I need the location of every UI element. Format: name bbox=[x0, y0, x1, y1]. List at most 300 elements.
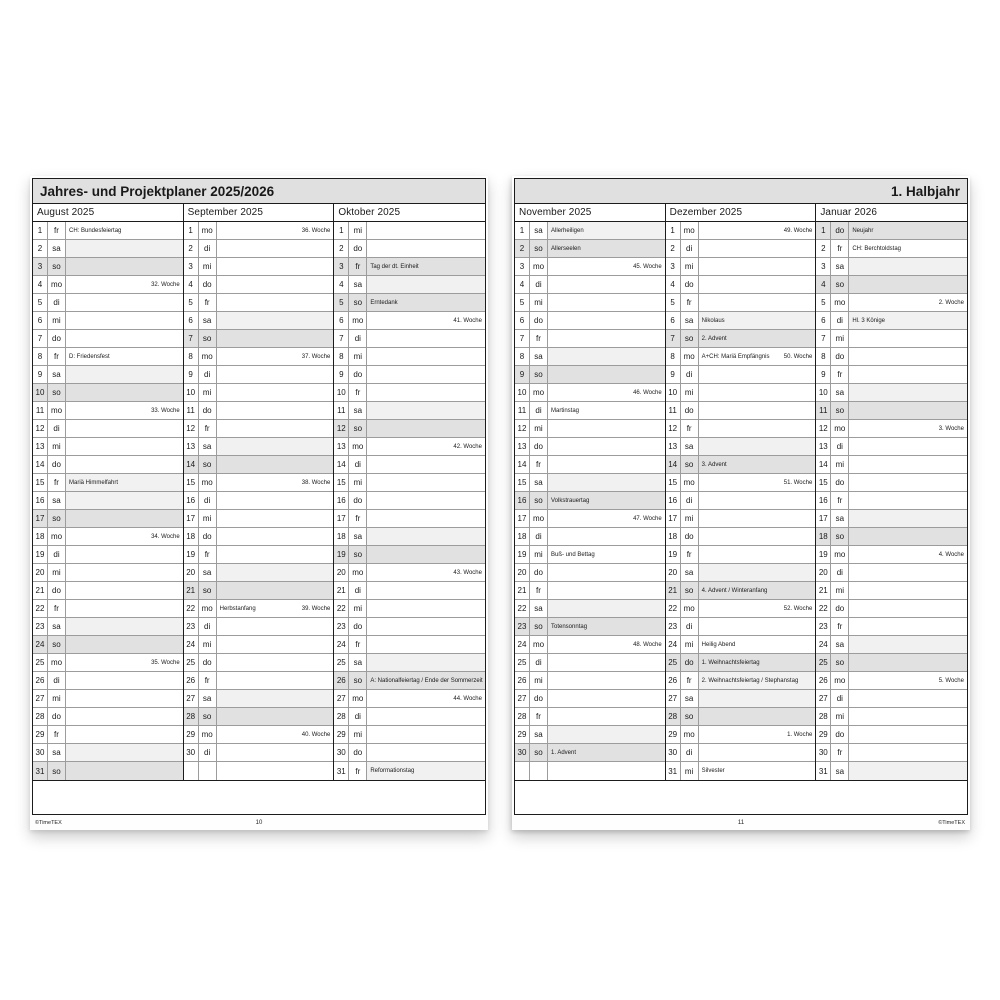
day-number: 17 bbox=[184, 510, 199, 527]
day-number: 16 bbox=[515, 492, 530, 509]
day-content bbox=[548, 222, 665, 239]
weekday-abbr: mi bbox=[199, 258, 217, 275]
weekday-abbr: do bbox=[681, 402, 699, 419]
day-content bbox=[66, 222, 183, 239]
day-number: 30 bbox=[33, 744, 48, 761]
holiday-note: 1. Advent bbox=[551, 749, 577, 756]
day-content bbox=[548, 420, 665, 437]
day-row bbox=[184, 582, 334, 600]
day-content bbox=[699, 240, 816, 257]
weekday-abbr: sa bbox=[349, 402, 367, 419]
day-row bbox=[33, 672, 183, 690]
day-content bbox=[699, 582, 816, 599]
day-number: 16 bbox=[184, 492, 199, 509]
day-row bbox=[184, 348, 334, 366]
holiday-note: Heilig Abend bbox=[701, 641, 736, 648]
day-row bbox=[184, 366, 334, 384]
day-number: 9 bbox=[334, 366, 349, 383]
day-number: 10 bbox=[334, 384, 349, 401]
weekday-abbr: mi bbox=[530, 420, 548, 437]
day-row bbox=[515, 348, 665, 366]
day-row bbox=[334, 402, 485, 420]
weekday-abbr: sa bbox=[48, 366, 66, 383]
day-row bbox=[334, 240, 485, 258]
day-number: 16 bbox=[33, 492, 48, 509]
day-content bbox=[699, 618, 816, 635]
day-row bbox=[666, 762, 816, 780]
day-content bbox=[217, 258, 334, 275]
day-row bbox=[666, 240, 816, 258]
day-row bbox=[334, 222, 485, 240]
day-row bbox=[33, 546, 183, 564]
day-row bbox=[33, 312, 183, 330]
weekday-abbr: di bbox=[831, 312, 849, 329]
weekday-abbr: di bbox=[831, 438, 849, 455]
day-content bbox=[66, 366, 183, 383]
day-row bbox=[334, 636, 485, 654]
day-number: 9 bbox=[184, 366, 199, 383]
holiday-note: D: Friedensfest bbox=[69, 353, 110, 360]
day-number: 15 bbox=[184, 474, 199, 491]
week-number: 33. Woche bbox=[151, 407, 180, 414]
day-number: 22 bbox=[816, 600, 831, 617]
day-number: 6 bbox=[334, 312, 349, 329]
weekday-abbr: so bbox=[349, 672, 367, 689]
weekday-abbr: sa bbox=[199, 438, 217, 455]
day-number bbox=[184, 762, 199, 780]
day-content bbox=[66, 492, 183, 509]
day-content bbox=[66, 582, 183, 599]
day-number: 20 bbox=[816, 564, 831, 581]
day-number: 22 bbox=[515, 600, 530, 617]
weekday-abbr: mo bbox=[199, 222, 217, 239]
day-number: 1 bbox=[816, 222, 831, 239]
day-number: 22 bbox=[184, 600, 199, 617]
weekday-abbr: di bbox=[199, 492, 217, 509]
day-row bbox=[33, 762, 183, 780]
day-row bbox=[184, 492, 334, 510]
day-row bbox=[515, 456, 665, 474]
week-number: 3. Woche bbox=[938, 425, 964, 432]
day-row bbox=[515, 492, 665, 510]
day-content bbox=[66, 402, 183, 419]
day-row bbox=[184, 456, 334, 474]
day-row bbox=[33, 708, 183, 726]
weekday-abbr: di bbox=[199, 618, 217, 635]
day-number: 18 bbox=[33, 528, 48, 545]
day-number: 7 bbox=[184, 330, 199, 347]
day-number: 8 bbox=[515, 348, 530, 365]
day-content bbox=[367, 348, 485, 365]
weekday-abbr: mo bbox=[530, 510, 548, 527]
day-row bbox=[816, 402, 967, 420]
day-content bbox=[66, 636, 183, 653]
day-row bbox=[33, 654, 183, 672]
left-page-footer bbox=[32, 815, 486, 830]
weekday-abbr: so bbox=[48, 762, 66, 780]
day-row bbox=[33, 744, 183, 762]
day-number: 12 bbox=[184, 420, 199, 437]
day-row bbox=[334, 492, 485, 510]
day-content bbox=[367, 222, 485, 239]
day-row bbox=[816, 654, 967, 672]
weekday-abbr: mi bbox=[349, 600, 367, 617]
weekday-abbr: di bbox=[530, 402, 548, 419]
day-row bbox=[816, 672, 967, 690]
weekday-abbr: so bbox=[831, 528, 849, 545]
day-content bbox=[548, 456, 665, 473]
day-row bbox=[515, 258, 665, 276]
day-number: 26 bbox=[666, 672, 681, 689]
day-content bbox=[548, 240, 665, 257]
weekday-abbr: sa bbox=[530, 474, 548, 491]
day-number: 13 bbox=[33, 438, 48, 455]
week-number: 45. Woche bbox=[633, 263, 662, 270]
day-number: 10 bbox=[184, 384, 199, 401]
weekday-abbr: di bbox=[681, 492, 699, 509]
day-row bbox=[184, 330, 334, 348]
weekday-abbr: so bbox=[530, 492, 548, 509]
day-content bbox=[367, 528, 485, 545]
holiday-note: Allerheiligen bbox=[551, 227, 584, 234]
weekday-abbr: do bbox=[48, 330, 66, 347]
day-number: 14 bbox=[666, 456, 681, 473]
day-row bbox=[666, 690, 816, 708]
day-row bbox=[816, 240, 967, 258]
weekday-abbr: sa bbox=[831, 258, 849, 275]
day-content bbox=[66, 744, 183, 761]
weekday-abbr: so bbox=[681, 582, 699, 599]
weekday-abbr: fr bbox=[681, 546, 699, 563]
day-content bbox=[548, 510, 665, 527]
day-content bbox=[548, 618, 665, 635]
day-row bbox=[515, 690, 665, 708]
weekday-abbr: do bbox=[349, 240, 367, 257]
day-content bbox=[217, 510, 334, 527]
day-number: 6 bbox=[816, 312, 831, 329]
day-row bbox=[334, 528, 485, 546]
weekday-abbr: fr bbox=[681, 420, 699, 437]
day-row bbox=[666, 528, 816, 546]
day-number: 23 bbox=[666, 618, 681, 635]
day-content bbox=[217, 546, 334, 563]
day-number: 28 bbox=[334, 708, 349, 725]
day-row bbox=[515, 402, 665, 420]
day-number: 1 bbox=[33, 222, 48, 239]
day-row bbox=[666, 348, 816, 366]
weekday-abbr: sa bbox=[831, 510, 849, 527]
day-number: 23 bbox=[184, 618, 199, 635]
day-number: 19 bbox=[33, 546, 48, 563]
day-content bbox=[849, 438, 967, 455]
weekday-abbr: fr bbox=[349, 258, 367, 275]
day-row bbox=[666, 258, 816, 276]
day-row bbox=[816, 600, 967, 618]
week-number: 40. Woche bbox=[301, 731, 331, 738]
empty-row bbox=[515, 762, 665, 780]
weekday-abbr: so bbox=[681, 330, 699, 347]
day-content bbox=[217, 402, 334, 419]
day-row bbox=[515, 600, 665, 618]
weekday-abbr: fr bbox=[681, 672, 699, 689]
weekday-abbr: di bbox=[48, 294, 66, 311]
copyright-text: ©TimeTEX bbox=[35, 819, 62, 826]
weekday-abbr: di bbox=[349, 582, 367, 599]
day-content bbox=[217, 330, 334, 347]
notes-box bbox=[515, 780, 967, 814]
weekday-abbr: sa bbox=[681, 312, 699, 329]
day-number: 9 bbox=[666, 366, 681, 383]
day-number: 13 bbox=[184, 438, 199, 455]
weekday-abbr: fr bbox=[48, 474, 66, 491]
day-content bbox=[849, 348, 967, 365]
week-number: 48. Woche bbox=[633, 641, 662, 648]
weekday-abbr: mi bbox=[681, 510, 699, 527]
day-row bbox=[515, 366, 665, 384]
day-content bbox=[66, 600, 183, 617]
day-row bbox=[816, 492, 967, 510]
day-number: 12 bbox=[816, 420, 831, 437]
day-number: 13 bbox=[334, 438, 349, 455]
day-row bbox=[33, 420, 183, 438]
holiday-note: Nikolaus bbox=[701, 317, 725, 324]
day-content bbox=[699, 600, 816, 617]
day-number: 14 bbox=[816, 456, 831, 473]
day-content bbox=[699, 546, 816, 563]
day-row bbox=[334, 312, 485, 330]
day-row bbox=[816, 564, 967, 582]
day-row bbox=[816, 618, 967, 636]
holiday-note: Buß- und Bettag bbox=[551, 551, 595, 558]
day-row bbox=[515, 384, 665, 402]
day-content bbox=[217, 294, 334, 311]
day-row bbox=[515, 222, 665, 240]
day-content bbox=[217, 726, 334, 743]
day-row bbox=[184, 600, 334, 618]
weekday-abbr: sa bbox=[48, 492, 66, 509]
day-number: 16 bbox=[666, 492, 681, 509]
day-content bbox=[367, 294, 485, 311]
day-number: 29 bbox=[816, 726, 831, 743]
day-row bbox=[515, 564, 665, 582]
day-number: 22 bbox=[334, 600, 349, 617]
weekday-abbr: fr bbox=[199, 672, 217, 689]
weekday-abbr: di bbox=[349, 456, 367, 473]
day-row bbox=[666, 582, 816, 600]
weekday-abbr: di bbox=[681, 240, 699, 257]
day-row bbox=[816, 456, 967, 474]
day-number: 7 bbox=[816, 330, 831, 347]
day-row bbox=[33, 258, 183, 276]
holiday-note: Totensonntag bbox=[551, 623, 588, 630]
week-number: 2. Woche bbox=[938, 299, 964, 306]
weekday-abbr: do bbox=[48, 708, 66, 725]
weekday-abbr: fr bbox=[349, 636, 367, 653]
day-row bbox=[33, 600, 183, 618]
day-row bbox=[816, 294, 967, 312]
day-row bbox=[666, 672, 816, 690]
day-content bbox=[66, 474, 183, 491]
day-number: 25 bbox=[515, 654, 530, 671]
month-column bbox=[515, 204, 666, 780]
weekday-abbr: do bbox=[349, 618, 367, 635]
day-number: 5 bbox=[816, 294, 831, 311]
day-content bbox=[849, 654, 967, 671]
day-row bbox=[184, 690, 334, 708]
day-number: 14 bbox=[33, 456, 48, 473]
day-row bbox=[334, 564, 485, 582]
day-content bbox=[217, 474, 334, 491]
holiday-note: Hl. 3 Könige bbox=[852, 317, 885, 324]
day-row bbox=[666, 474, 816, 492]
day-content bbox=[66, 510, 183, 527]
day-number: 22 bbox=[33, 600, 48, 617]
day-number: 11 bbox=[184, 402, 199, 419]
day-number: 27 bbox=[666, 690, 681, 707]
day-number: 10 bbox=[33, 384, 48, 401]
day-number: 5 bbox=[666, 294, 681, 311]
day-row bbox=[515, 312, 665, 330]
holiday-note: Martinstag bbox=[551, 407, 580, 414]
day-row bbox=[184, 528, 334, 546]
day-row bbox=[515, 294, 665, 312]
day-number: 4 bbox=[184, 276, 199, 293]
weekday-abbr: mo bbox=[530, 384, 548, 401]
day-number: 17 bbox=[666, 510, 681, 527]
day-content bbox=[849, 690, 967, 707]
day-row bbox=[816, 276, 967, 294]
day-number: 5 bbox=[334, 294, 349, 311]
day-number: 15 bbox=[515, 474, 530, 491]
week-number: 41. Woche bbox=[453, 317, 482, 324]
day-number: 7 bbox=[666, 330, 681, 347]
planner-right-page bbox=[512, 176, 970, 830]
weekday-abbr bbox=[199, 762, 217, 780]
day-content bbox=[548, 438, 665, 455]
day-content bbox=[699, 762, 816, 780]
day-content bbox=[699, 348, 816, 365]
day-row bbox=[666, 492, 816, 510]
day-number: 21 bbox=[184, 582, 199, 599]
right-page-footer bbox=[514, 815, 968, 830]
holiday-note: A: Nationalfeiertag / Ende der Sommerzeit bbox=[367, 677, 485, 684]
weekday-abbr: mo bbox=[681, 222, 699, 239]
day-content bbox=[367, 636, 485, 653]
weekday-abbr: mo bbox=[48, 276, 66, 293]
day-number: 30 bbox=[334, 744, 349, 761]
day-number: 10 bbox=[816, 384, 831, 401]
day-number: 10 bbox=[666, 384, 681, 401]
day-content bbox=[66, 330, 183, 347]
weekday-abbr: do bbox=[530, 690, 548, 707]
day-content bbox=[217, 708, 334, 725]
day-content bbox=[367, 654, 485, 671]
week-number: 37. Woche bbox=[301, 353, 331, 360]
day-row bbox=[666, 366, 816, 384]
day-number: 28 bbox=[816, 708, 831, 725]
day-row bbox=[184, 438, 334, 456]
day-number: 12 bbox=[334, 420, 349, 437]
day-content bbox=[699, 438, 816, 455]
day-content bbox=[367, 510, 485, 527]
day-content bbox=[699, 672, 816, 689]
day-number: 16 bbox=[816, 492, 831, 509]
day-row bbox=[515, 510, 665, 528]
day-content bbox=[367, 240, 485, 257]
day-number: 23 bbox=[515, 618, 530, 635]
week-number: 4. Woche bbox=[938, 551, 964, 558]
day-row bbox=[184, 258, 334, 276]
day-content bbox=[367, 564, 485, 581]
day-number: 18 bbox=[184, 528, 199, 545]
day-number: 3 bbox=[184, 258, 199, 275]
day-row bbox=[816, 384, 967, 402]
day-row bbox=[184, 510, 334, 528]
weekday-abbr: mo bbox=[349, 564, 367, 581]
day-content bbox=[367, 438, 485, 455]
day-number: 6 bbox=[184, 312, 199, 329]
day-number: 27 bbox=[33, 690, 48, 707]
weekday-abbr: mo bbox=[681, 348, 699, 365]
day-row bbox=[666, 600, 816, 618]
day-content bbox=[548, 690, 665, 707]
day-number: 26 bbox=[33, 672, 48, 689]
day-content bbox=[849, 762, 967, 780]
day-row bbox=[816, 348, 967, 366]
weekday-abbr: do bbox=[199, 276, 217, 293]
weekday-abbr: mo bbox=[831, 294, 849, 311]
week-number: 47. Woche bbox=[633, 515, 662, 522]
day-row bbox=[334, 258, 485, 276]
weekday-abbr: mi bbox=[681, 636, 699, 653]
day-row bbox=[33, 276, 183, 294]
weekday-abbr: do bbox=[199, 528, 217, 545]
half-year-title: 1. Halbjahr bbox=[890, 183, 960, 199]
day-row bbox=[816, 510, 967, 528]
page-number: 10 bbox=[255, 819, 263, 826]
day-row bbox=[334, 330, 485, 348]
weekday-abbr bbox=[530, 762, 548, 780]
weekday-abbr: do bbox=[831, 348, 849, 365]
empty-row bbox=[184, 762, 334, 780]
weekday-abbr: mi bbox=[48, 564, 66, 581]
day-number: 27 bbox=[816, 690, 831, 707]
day-row bbox=[515, 618, 665, 636]
day-number: 29 bbox=[184, 726, 199, 743]
day-number: 29 bbox=[666, 726, 681, 743]
day-number: 11 bbox=[334, 402, 349, 419]
day-content bbox=[849, 402, 967, 419]
day-content bbox=[849, 312, 967, 329]
day-number: 11 bbox=[515, 402, 530, 419]
day-number: 8 bbox=[184, 348, 199, 365]
weekday-abbr: do bbox=[349, 744, 367, 761]
holiday-note: Neujahr bbox=[852, 227, 874, 234]
day-number: 2 bbox=[816, 240, 831, 257]
weekday-abbr: mo bbox=[530, 636, 548, 653]
weekday-abbr: fr bbox=[831, 618, 849, 635]
holiday-note: Tag der dt. Einheit bbox=[370, 263, 419, 270]
weekday-abbr: fr bbox=[530, 708, 548, 725]
day-row bbox=[33, 636, 183, 654]
day-content bbox=[217, 762, 334, 780]
weekday-abbr: fr bbox=[199, 420, 217, 437]
day-row bbox=[816, 726, 967, 744]
day-row bbox=[334, 708, 485, 726]
weekday-abbr: sa bbox=[831, 636, 849, 653]
weekday-abbr: sa bbox=[199, 564, 217, 581]
day-row bbox=[816, 330, 967, 348]
